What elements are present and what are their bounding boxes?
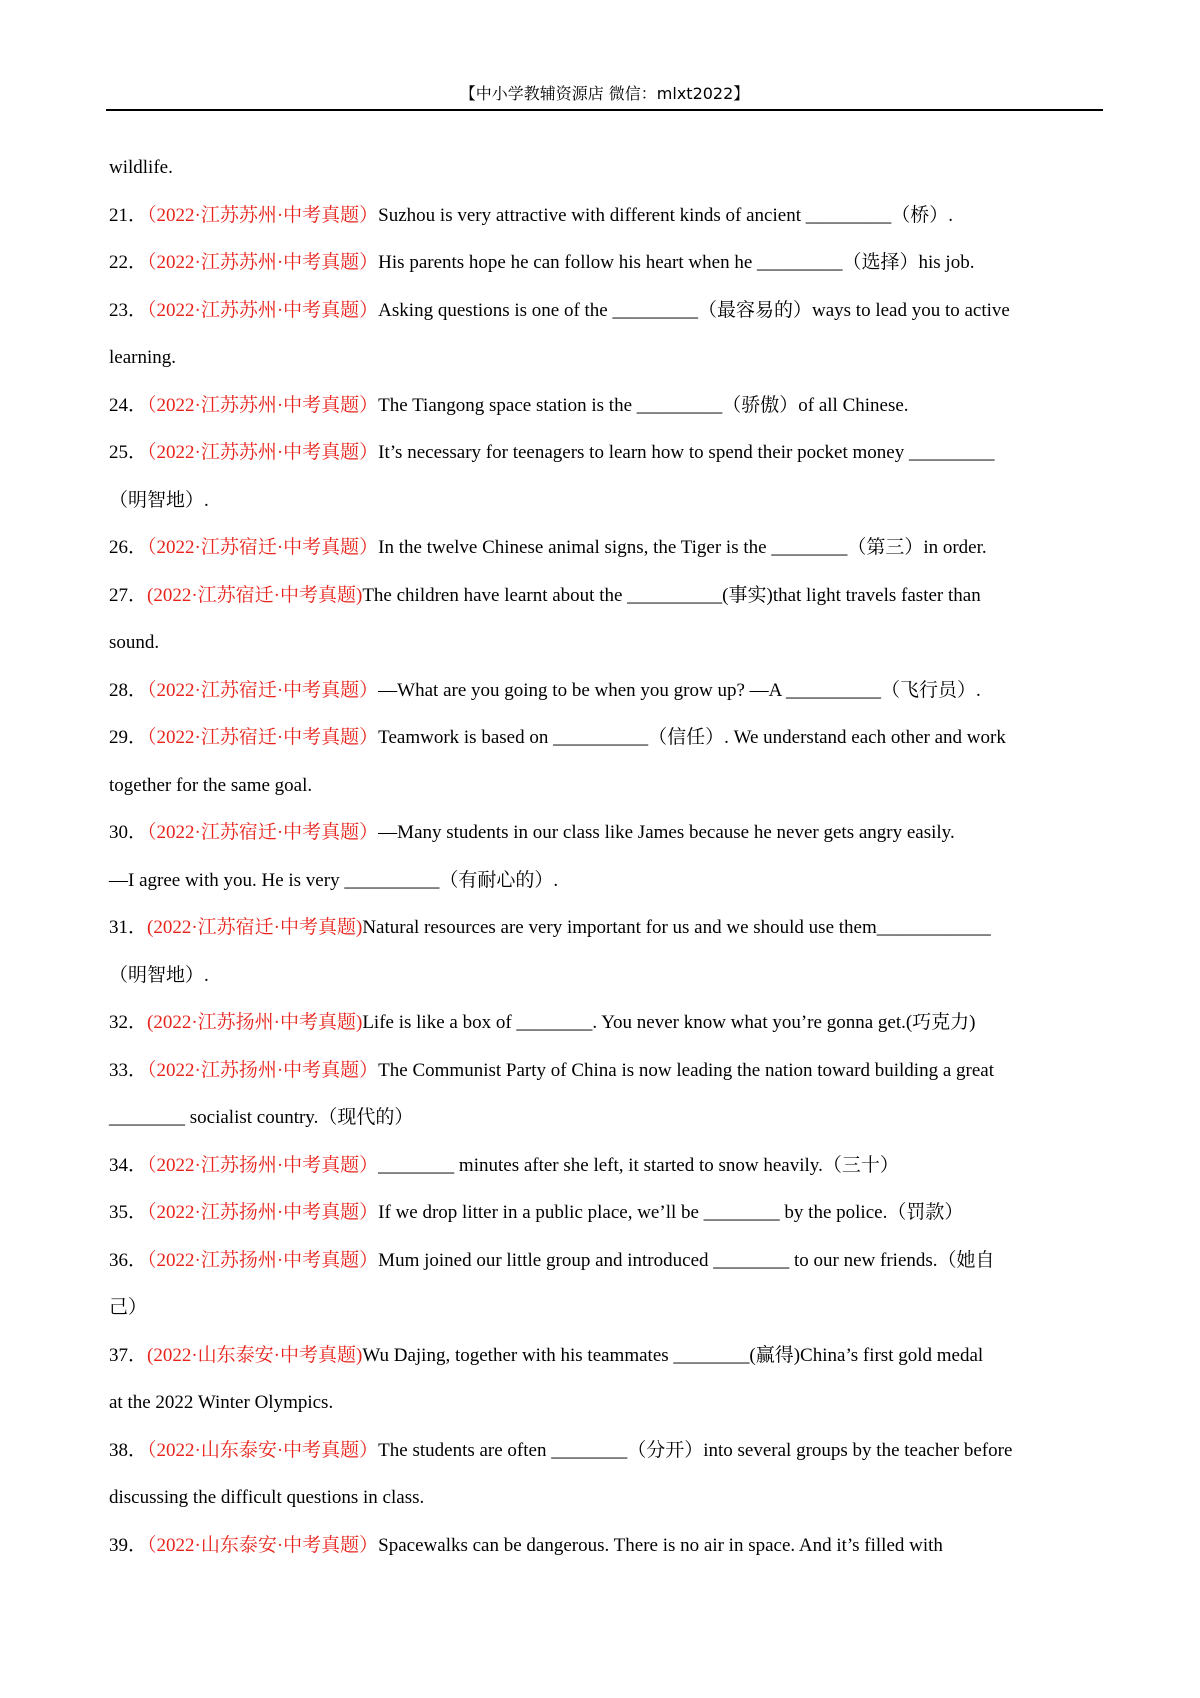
item-source: （2022·山东泰安·中考真题） <box>147 1439 379 1461</box>
item-text: It’s necessary for teenagers to learn how to spend their pocket money _________ <box>378 442 995 463</box>
item-source: （2022·江苏宿迁·中考真题） <box>147 679 379 701</box>
item-number: 38． <box>109 1439 148 1461</box>
item-text: Asking questions is one of the _________（最容易的）ways to lead you to active <box>378 299 1010 321</box>
item-source: （2022·江苏扬州·中考真题） <box>147 1059 379 1081</box>
item-text: （明智地）. <box>109 964 209 986</box>
item-number: 30． <box>109 822 148 843</box>
text-line <box>109 1047 1103 1095</box>
item-number: 23． <box>109 299 148 321</box>
item-source: （2022·江苏扬州·中考真题） <box>147 1202 379 1223</box>
item-source: （2022·江苏宿迁·中考真题） <box>147 822 379 843</box>
item-text: Spacewalks can be dangerous. There is no air in space. And it’s filled with <box>378 1534 943 1556</box>
text-line <box>109 524 1103 572</box>
text-line <box>109 287 1103 335</box>
item-text: Natural resources are very important for us and we should use them____________ <box>362 917 991 938</box>
item-text: 己） <box>109 1297 148 1318</box>
item-source: （2022·江苏扬州·中考真题） <box>147 1249 379 1271</box>
item-text: The children have learnt about the __________(事实)that light travels faster than <box>362 584 981 606</box>
text-line <box>109 192 1103 240</box>
text-line <box>109 1474 1103 1522</box>
item-text: Mum joined our little group and introduced ________ to our new friends.（她自 <box>378 1249 995 1271</box>
item-number: 22． <box>109 252 148 273</box>
item-source: （2022·江苏苏州·中考真题） <box>147 252 379 273</box>
item-source: （2022·江苏宿迁·中考真题） <box>147 537 379 558</box>
item-text: together for the same goal. <box>109 774 313 796</box>
item-text: sound. <box>109 632 160 653</box>
text-line <box>109 809 1103 857</box>
item-text: learning. <box>109 347 177 368</box>
exercise-list <box>109 144 1103 1569</box>
text-line <box>109 1427 1103 1475</box>
item-source: （2022·江苏苏州·中考真题） <box>147 299 379 321</box>
item-text: Suzhou is very attractive with different kinds of ancient _________（桥）. <box>378 204 953 226</box>
item-number: 32． <box>109 1012 148 1033</box>
text-line <box>109 1379 1103 1427</box>
item-text: —I agree with you. He is very __________（有耐心的）. <box>109 869 559 891</box>
item-source: (2022·江苏扬州·中考真题) <box>147 1012 363 1033</box>
text-line <box>109 619 1103 667</box>
item-text: His parents hope he can follow his heart when he _________（选择）his job. <box>378 252 975 273</box>
item-text: ________ minutes after she left, it started to snow heavily.（三十） <box>378 1154 899 1176</box>
item-text: —Many students in our class like James because he never gets angry easily. <box>378 822 955 843</box>
item-number: 26． <box>109 537 148 558</box>
item-source: （2022·山东泰安·中考真题） <box>147 1534 379 1556</box>
item-number: 34． <box>109 1154 148 1176</box>
text-line <box>109 952 1103 1000</box>
item-text: Life is like a box of ________. You never know what you’re gonna get.(巧克力) <box>362 1012 976 1033</box>
item-number: 35． <box>109 1202 148 1223</box>
text-line <box>109 762 1103 810</box>
header-divider <box>106 109 1103 111</box>
text-line <box>109 1284 1103 1332</box>
item-text: The students are often ________（分开）into several groups by the teacher before <box>378 1439 1013 1461</box>
text-line <box>109 1332 1103 1380</box>
text-line <box>109 857 1103 905</box>
text-line <box>109 1522 1103 1570</box>
item-text: discussing the difficult questions in class. <box>109 1487 425 1508</box>
item-number: 24． <box>109 394 148 416</box>
item-text: —What are you going to be when you grow up? —A __________（飞行员）. <box>378 679 981 701</box>
item-text: ________ socialist country.（现代的） <box>109 1107 414 1128</box>
item-number: 25． <box>109 442 148 463</box>
item-number: 31． <box>109 917 148 938</box>
item-number: 28． <box>109 679 148 701</box>
item-source: （2022·江苏扬州·中考真题） <box>147 1154 379 1176</box>
item-text: Teamwork is based on __________（信任）. We understand each other and work <box>378 727 1006 748</box>
text-line <box>109 667 1103 715</box>
item-number: 29． <box>109 727 148 748</box>
text-line <box>109 239 1103 287</box>
item-source: (2022·山东泰安·中考真题) <box>147 1344 363 1366</box>
text-line <box>109 714 1103 762</box>
text-line <box>109 572 1103 620</box>
item-text: wildlife. <box>109 157 173 178</box>
item-text: If we drop litter in a public place, we’ll be ________ by the police.（罚款） <box>378 1202 964 1223</box>
item-source: （2022·江苏苏州·中考真题） <box>147 442 379 463</box>
item-number: 33． <box>109 1059 148 1081</box>
item-text: Wu Dajing, together with his teammates ________(赢得)China’s first gold medal <box>362 1344 984 1366</box>
item-text: The Communist Party of China is now leading the nation toward building a great <box>378 1059 994 1081</box>
text-line <box>109 904 1103 952</box>
item-number: 39． <box>109 1534 148 1556</box>
text-line <box>109 1237 1103 1285</box>
page-header: 【中小学教辅资源店 微信：mlxt2022】 <box>459 84 750 103</box>
text-line <box>109 1142 1103 1190</box>
item-text: The Tiangong space station is the _________（骄傲）of all Chinese. <box>378 394 909 416</box>
item-source: （2022·江苏宿迁·中考真题） <box>147 727 379 748</box>
item-number: 21． <box>109 204 148 226</box>
text-line <box>109 382 1103 430</box>
item-source: (2022·江苏宿迁·中考真题) <box>147 917 363 938</box>
item-text: at the 2022 Winter Olympics. <box>109 1392 334 1413</box>
item-source: (2022·江苏宿迁·中考真题) <box>147 584 363 606</box>
item-source: （2022·江苏苏州·中考真题） <box>147 204 379 226</box>
item-text: In the twelve Chinese animal signs, the Tiger is the ________（第三）in order. <box>378 537 987 558</box>
item-source: （2022·江苏苏州·中考真题） <box>147 394 379 416</box>
text-line <box>109 999 1103 1047</box>
text-line <box>109 1094 1103 1142</box>
text-line <box>109 144 1103 192</box>
text-line <box>109 1189 1103 1237</box>
item-number: 37． <box>109 1344 148 1366</box>
item-text: （明智地）. <box>109 489 209 511</box>
item-number: 36． <box>109 1249 148 1271</box>
item-number: 27． <box>109 584 148 606</box>
text-line <box>109 477 1103 525</box>
text-line <box>109 429 1103 477</box>
text-line <box>109 334 1103 382</box>
